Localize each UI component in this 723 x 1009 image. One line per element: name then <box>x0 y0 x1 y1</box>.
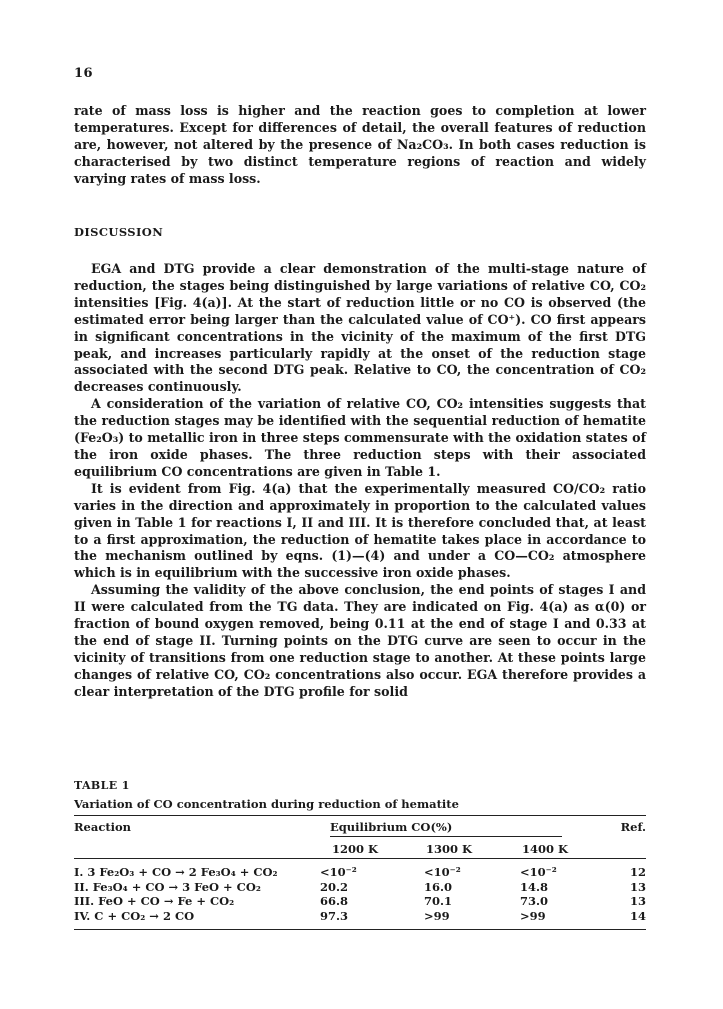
discussion-paragraph-3: It is evident from Fig. 4(a) that the experimentally measured CO/CO₂ ratio varies in the direction and approximately in proportion to the calculated values given in Table 1 for reactions I, II and III. It is therefore concluded that, at least to a first approximation, the reduction of hematite takes place in accordance to the mechanism outlined by eqns. (1)—(4) and under a CO—CO₂ atmosphere which is in equilibrium with the successive iron oxide phases. <box>74 480 646 581</box>
header-1200k: 1200 K <box>332 842 379 856</box>
row-value-1400: <10⁻² <box>520 865 557 879</box>
header-1300k: 1300 K <box>426 842 473 856</box>
row-value-1400: 73.0 <box>520 894 549 908</box>
table-row <box>74 865 646 880</box>
intro-paragraph-block <box>74 103 646 188</box>
section-heading: DISCUSSION <box>74 225 164 239</box>
header-ref: Ref. <box>620 820 646 834</box>
row-value-1200: 66.8 <box>320 894 349 908</box>
data-table <box>74 815 646 930</box>
header-reaction: Reaction <box>74 820 132 834</box>
table-body <box>74 859 646 923</box>
row-value-1200: 20.2 <box>320 879 349 894</box>
row-reaction: III. FeO + CO → Fe + CO₂ <box>74 894 235 908</box>
row-value-1400: >99 <box>520 908 546 923</box>
row-value-1300: 70.1 <box>424 894 453 908</box>
row-ref: 12 <box>629 865 646 879</box>
table-caption: Variation of CO concentration during reduction of hematite <box>74 797 459 811</box>
table-bottom-rule <box>74 929 646 930</box>
table-label: TABLE 1 <box>74 779 130 792</box>
discussion-section <box>74 261 646 701</box>
row-ref: 13 <box>629 894 646 908</box>
intro-paragraph: rate of mass loss is higher and the reaction goes to completion at lower temperatures. Except for differences of detail, the overall features of reduction are, however, not altered by the presence of Na₂CO₃. In both cases reduction is characterised by two distinct temperature regions of reaction and widely varying rates of mass loss. <box>74 103 646 186</box>
header-equilibrium: Equilibrium CO(%) <box>330 820 453 834</box>
discussion-paragraph-2: A consideration of the variation of relative CO, CO₂ intensities suggests that the reduction stages may be identified with the sequential reduction of hematite (Fe₂O₃) to metallic iron in three steps commensurate with the oxidation states of the iron oxide phases. The three reduction steps with their associated equilibrium CO concentrations are given in Table 1. <box>74 396 646 479</box>
row-value-1300: >99 <box>424 908 450 923</box>
table-temperature-row <box>74 836 646 858</box>
table-row <box>74 894 646 909</box>
row-value-1200: <10⁻² <box>320 865 357 879</box>
row-value-1300: 16.0 <box>424 879 453 894</box>
table-row <box>74 909 646 924</box>
row-reaction: I. 3 Fe₂O₃ + CO → 2 Fe₃O₄ + CO₂ <box>74 865 278 879</box>
row-value-1400: 14.8 <box>520 879 549 894</box>
table-header-row <box>74 816 646 836</box>
discussion-paragraph-1: EGA and DTG provide a clear demonstration of the multi-stage nature of reduction, the stages being distinguished by large variations of relative CO, CO₂ intensities [Fig. 4(a)]. At the start of reduction little or no CO is observed (the estimated error being larger than the calculated value of CO⁺). CO first appears in significant concentrations in the vicinity of the maximum of the first DTG peak, and increases particularly rapidly at the onset of the reduction stage associated with the second DTG peak. Relative to CO, the concentration of CO₂ decreases continuously. <box>74 261 646 395</box>
row-reaction: IV. C + CO₂ → 2 CO <box>74 908 195 923</box>
row-ref: 14 <box>629 908 646 923</box>
row-value-1300: <10⁻² <box>424 865 461 879</box>
row-value-1200: 97.3 <box>320 908 349 923</box>
header-1400k: 1400 K <box>522 842 569 856</box>
row-ref: 13 <box>629 879 646 894</box>
discussion-paragraph-4: Assuming the validity of the above conclusion, the end points of stages I and II were calculated from the TG data. They are indicated on Fig. 4(a) as α(0) or fraction of bound oxygen removed, being 0.11 at the end of stage I and 0.33 at the end of stage II. Turning points on the DTG curve are seen to occur in the vicinity of transitions from one reduction stage to another. At these points large changes of relative CO, CO₂ concentrations also occur. EGA therefore provides a clear interpretation of the DTG profile for solid <box>74 582 646 699</box>
table-row <box>74 880 646 895</box>
row-reaction: II. Fe₃O₄ + CO → 3 FeO + CO₂ <box>74 879 261 894</box>
page-number: 16 <box>74 66 94 81</box>
